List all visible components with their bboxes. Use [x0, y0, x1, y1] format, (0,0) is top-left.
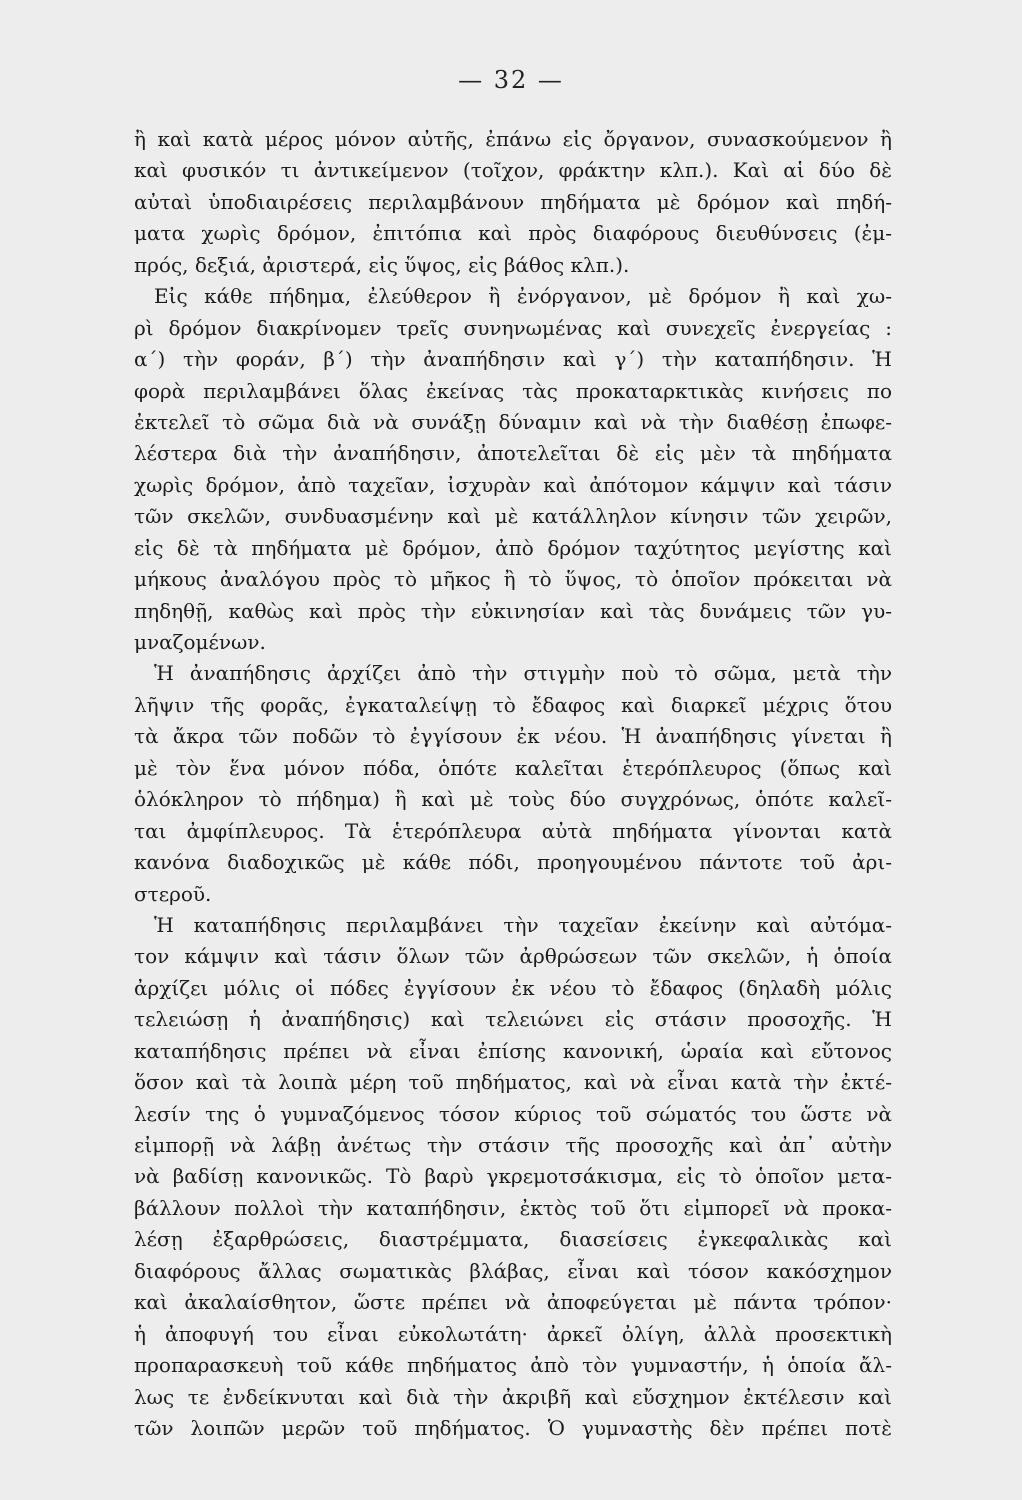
text-line: πηδηθῇ, καθὼς καὶ πρὸς τὴν εὐκινησίαν καὶ τὰς δυνάμεις τῶν γυ- — [134, 598, 892, 623]
text-line: τῶν λοιπῶν μερῶν τοῦ πηδήματος. Ὁ γυμναστὴς δὲν πρέπει ποτὲ — [134, 1415, 892, 1440]
text-line: βάλλουν πολλοὶ τὴν καταπήδησιν, ἐκτὸς τοῦ ὅτι εἰμπορεῖ νὰ προκα- — [134, 1195, 892, 1220]
text-line: λέσῃ ἐξαρθρώσεις, διαστρέμματα, διασείσεις ἐγκεφαλικὰς καὶ — [134, 1227, 892, 1252]
text-line: κανόνα διαδοχικῶς μὲ κάθε πόδι, προηγουμένου πάντοτε τοῦ ἀρι- — [134, 850, 892, 875]
page-number: — 32 — — [458, 66, 564, 94]
text-line: καὶ φυσικόν τι ἀντικείμενον (τοῖχον, φράκτην κλπ.). Καὶ αἱ δύο δὲ — [134, 158, 892, 183]
text-line: μναζομένων. — [134, 630, 266, 654]
text-line: χωρὶς δρόμον, ἀπὸ ταχεῖαν, ἰσχυρὰν καὶ ἀπότομον κάμψιν καὶ τάσιν — [134, 472, 892, 497]
text-line: ματα χωρὶς δρόμον, ἐπιτόπια καὶ πρὸς διαφόρους διευθύνσεις (ἐμ- — [134, 221, 892, 246]
text-line: ἀρχίζει μόλις οἱ πόδες ἐγγίσουν ἐκ νέου τὸ ἔδαφος (δηλαδὴ μόλις — [134, 975, 892, 1000]
text-line: εἰμπορῇ νὰ λάβῃ ἀνέτως τὴν στάσιν τῆς προσοχῆς καὶ ἀπ᾿ αὐτὴν — [134, 1133, 892, 1157]
text-line: ἡ ἀποφυγή του εἶναι εὐκολωτάτη· ἀρκεῖ ὀλίγη, ἀλλὰ προσεκτικὴ — [134, 1321, 892, 1346]
text-line: νὰ βαδίσῃ κανονικῶς. Τὸ βαρὺ γκρεμοτσάκισμα, εἰς τὸ ὁποῖον μετα- — [134, 1164, 892, 1189]
text-line: στεροῦ. — [134, 881, 212, 906]
text-line: εἰς δὲ τὰ πηδήματα μὲ δρόμον, ἀπὸ δρόμον ταχύτητος μεγίστης καὶ — [134, 535, 892, 560]
text-line: μήκους ἀναλόγου πρὸς τὸ μῆκος ἢ τὸ ὕψος, τὸ ὁποῖον πρόκειται νὰ — [134, 567, 892, 592]
text-line: α΄) τὴν φοράν, β΄) τὴν ἀναπήδησιν καὶ γ΄) τὴν καταπήδησιν. Ἡ — [134, 347, 892, 372]
text-line: ἢ καὶ κατὰ μέρος μόνον αὐτῆς, ἐπάνω εἰς ὄργανον, συνασκούμενον ἢ — [134, 127, 892, 151]
text-line: καταπήδησις πρέπει νὰ εἶναι ἐπίσης κανονική, ὡραία καὶ εὔτονος — [134, 1038, 892, 1063]
text-line: ὅσον καὶ τὰ λοιπὰ μέρη τοῦ πηδήματος, καὶ νὰ εἶναι κατὰ τὴν ἐκτέ- — [134, 1070, 892, 1095]
text-line: Εἰς κάθε πήδημα, ἐλεύθερον ἢ ἐνόργανον, μὲ δρόμον ἢ καὶ χω- — [154, 284, 892, 309]
text-line: προπαρασκευὴ τοῦ κάθε πηδήματος ἀπὸ τὸν γυμναστήν, ἡ ὁποία ἄλ- — [134, 1353, 892, 1378]
text-line: πρός, δεξιά, ἀριστερά, εἰς ὕψος, εἰς βάθος κλπ.). — [134, 252, 630, 277]
text-line: τελειώσῃ ἡ ἀναπήδησις) καὶ τελειώνει εἰς στάσιν προσοχῆς. Ἡ — [134, 1007, 892, 1032]
text-line: ἐκτελεῖ τὸ σῶμα διὰ νὰ συνάξῃ δύναμιν καὶ νὰ τὴν διαθέσῃ ἐπωφε- — [134, 409, 892, 434]
text-line: μὲ τὸν ἕνα μόνον πόδα, ὁπότε καλεῖται ἑτερόπλευρος (ὅπως καὶ — [134, 755, 892, 780]
text-line: λέστερα διὰ τὴν ἀναπήδησιν, ἀποτελεῖται δὲ εἰς μὲν τὰ πηδήματα — [134, 441, 892, 466]
text-line: καὶ ἀκαλαίσθητον, ὥστε πρέπει νὰ ἀποφεύγεται μὲ πάντα τρόπον· — [134, 1290, 892, 1315]
body-text — [134, 124, 892, 1444]
text-line: τὰ ἄκρα τῶν ποδῶν τὸ ἐγγίσουν ἐκ νέου. Ἡ ἀναπήδησις γίνεται ἢ — [134, 724, 892, 749]
text-line: λεσίν της ὁ γυμναζόμενος τόσον κύριος τοῦ σώματός του ὥστε νὰ — [134, 1101, 892, 1126]
text-line: φορὰ περιλαμβάνει ὅλας ἐκείνας τὰς προκαταρκτικὰς κινήσεις πο — [134, 378, 892, 403]
text-line: λῆψιν τῆς φορᾶς, ἐγκαταλείψῃ τὸ ἔδαφος καὶ διαρκεῖ μέχρις ὅτου — [134, 692, 892, 717]
text-line: αὐταὶ ὑποδιαιρέσεις περιλαμβάνουν πηδήματα μὲ δρόμον καὶ πηδή- — [134, 189, 892, 214]
text-line: τον κάμψιν καὶ τάσιν ὅλων τῶν ἀρθρώσεων τῶν σκελῶν, ἡ ὁποία — [134, 944, 892, 969]
text-line: λως τε ἐνδείκνυται καὶ διὰ τὴν ἀκριβῆ καὶ εὔσχημον ἐκτέλεσιν καὶ — [134, 1384, 892, 1409]
text-line: ὁλόκληρον τὸ πήδημα) ἢ καὶ μὲ τοὺς δύο συγχρόνως, ὁπότε καλεῖ- — [134, 787, 892, 812]
text-line: ται ἀμφίπλευρος. Τὰ ἑτερόπλευρα αὐτὰ πηδήματα γίνονται κατὰ — [134, 818, 892, 843]
text-line: Ἡ καταπήδησις περιλαμβάνει τὴν ταχεῖαν ἐκείνην καὶ αὐτόμα- — [154, 912, 892, 937]
text-line: τῶν σκελῶν, συνδυασμένην καὶ μὲ κατάλληλον κίνησιν τῶν χειρῶν, — [134, 504, 892, 529]
text-line: Ἡ ἀναπήδησις ἀρχίζει ἀπὸ τὴν στιγμὴν ποὺ τὸ σῶμα, μετὰ τὴν — [154, 661, 892, 686]
text-line: ρὶ δρόμον διακρίνομεν τρεῖς συνηνωμένας καὶ συνεχεῖς ἐνεργείας : — [134, 315, 892, 340]
text-line: διαφόρους ἄλλας σωματικὰς βλάβας, εἶναι καὶ τόσον κακόσχημον — [134, 1258, 892, 1283]
